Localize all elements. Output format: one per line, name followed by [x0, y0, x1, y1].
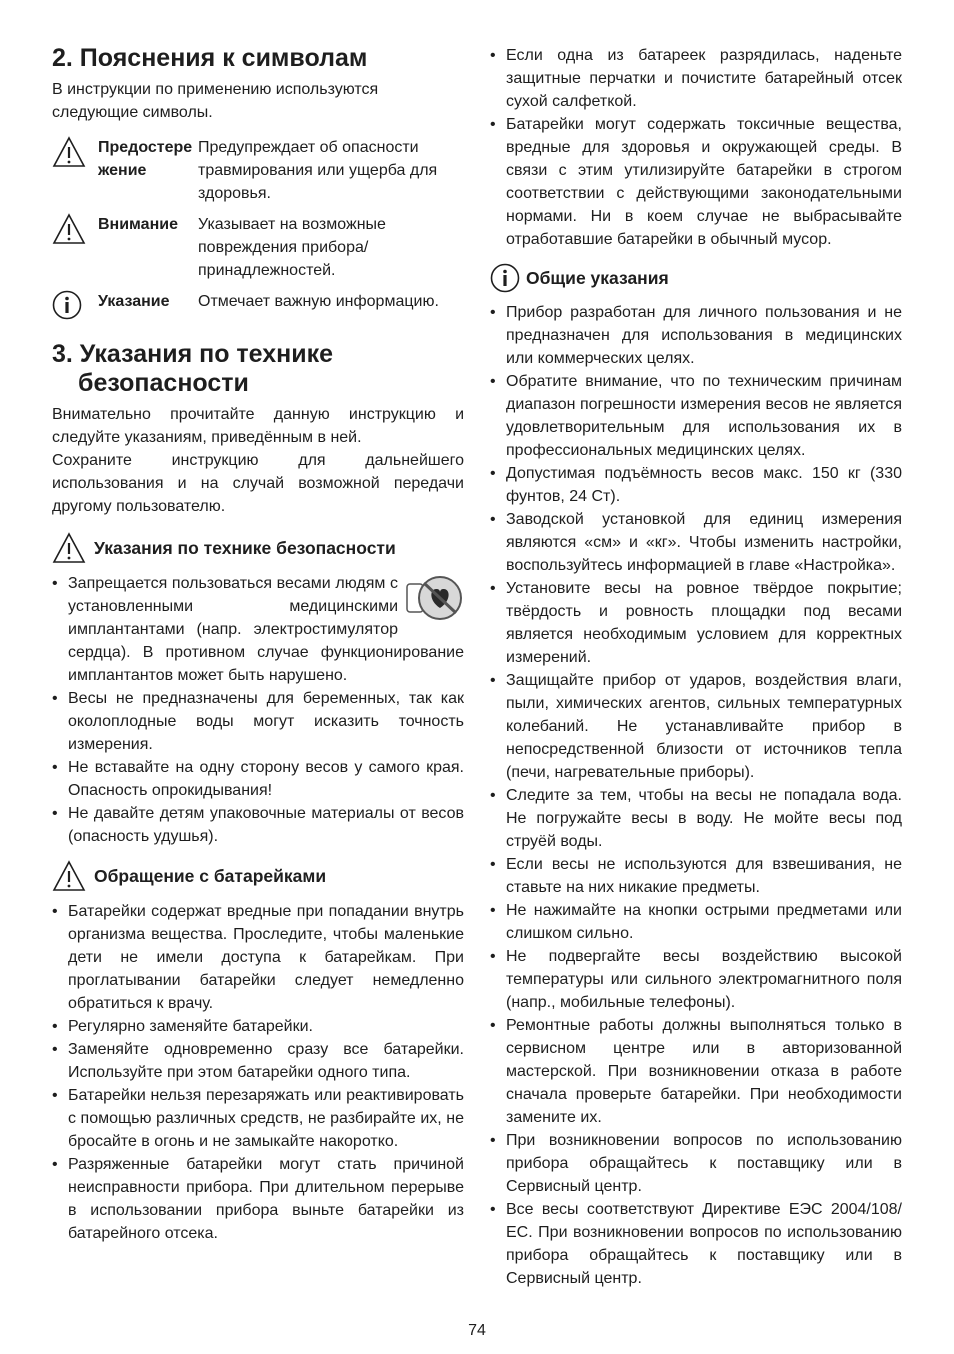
general-heading — [490, 263, 902, 293]
list-item: • Запрещается пользоваться весами людям с установленными медицинскими имплантантами (напр. электростимулятор сердца). В противном случае функционирование имплантантов может быть нарушено. — [52, 572, 464, 687]
no-pacemaker-icon — [406, 574, 464, 629]
symbol-name: Указание — [98, 293, 170, 310]
info-icon — [52, 290, 98, 320]
safety-heading — [52, 532, 464, 564]
section-3-title-line2: безопасности — [78, 369, 249, 397]
list-item: • Если одна из батареек разрядилась, наденьте защитные перчатки и почистите батарейный отсек сухой салфеткой. — [490, 44, 902, 113]
section-3-title-line1: 3. Указания по технике — [52, 340, 334, 368]
warning-triangle-icon — [52, 136, 98, 168]
list-item: • Батарейки могут содержать токсичные вещества, вредные для здоровья и окружающей среды. В связи с этим утилизируйте батарейки в строгом соответствии с действующими законодательными нормами. Ни в коем случае не выбрасывайте отработавшие батарейки в обычный мусор. — [490, 113, 902, 251]
list-item: • Весы не предназначены для беременных, так как околоплодные воды могут исказить точность измерения. — [52, 687, 464, 756]
warning-triangle-icon — [52, 532, 86, 564]
symbol-name: Внимание — [98, 216, 178, 233]
symbol-description: Отмечает важную информацию. — [198, 293, 439, 310]
symbol-row-warning — [52, 136, 464, 205]
list-item: • Ремонтные работы должны выполняться только в сервисном центре или в авторизованной мастерской. При возникновении отказа в работе сначала проверьте батарейки. При необходимости замените их. — [490, 1014, 902, 1129]
battery-list — [52, 900, 464, 1245]
list-item: • Не давайте детям упаковочные материалы от весов (опасность удушья). — [52, 802, 464, 848]
symbol-row-caution — [52, 213, 464, 282]
list-item: • При возникновении вопросов по использованию прибора обращайтесь к поставщику или в Сервисный центр. — [490, 1129, 902, 1198]
list-item: • Заменяйте одновременно сразу все батарейки. Используйте при этом батарейки одного типа. — [52, 1038, 464, 1084]
list-item: • Батарейки содержат вредные при попадании внутрь организма вещества. Проследите, чтобы маленькие дети не имели доступа к батарейкам. При проглатывании батарейки следует немедленно обратиться к врачу. — [52, 900, 464, 1015]
section-3-title — [52, 340, 464, 398]
battery-list-continued — [490, 44, 902, 251]
symbol-description: Предупреждает об опасности травмирования или ущерба для здоровья. — [198, 139, 438, 202]
list-item: • Обратите внимание, что по техническим причинам диапазон погрешности измерения весов не является удовлетворительным для использования их в профессиональных медицинских целях. — [490, 370, 902, 462]
symbol-description: Указывает на возможные повреждения прибора/принадлежностей. — [198, 216, 386, 279]
list-item: • Защищайте прибор от ударов, воздействия влаги, пыли, химических агентов, сильных температурных колебаний. Не устанавливайте прибор в непосредственной близости от источников тепла (печи, нагревательные приборы). — [490, 669, 902, 784]
battery-heading — [52, 860, 464, 892]
list-item: • Следите за тем, чтобы на весы не попадала вода. Не погружайте весы в воду. Не мойте весы под струёй воды. — [490, 784, 902, 853]
list-item: • Не нажимайте на кнопки острыми предметами или слишком сильно. — [490, 899, 902, 945]
list-item: • Регулярно заменяйте батарейки. — [52, 1015, 464, 1038]
list-item: • Батарейки нельзя перезаряжать или реактивировать с помощью различных средств, не разбирайте их, не бросайте в огонь и не замыкайте накоротко. — [52, 1084, 464, 1153]
left-column — [52, 44, 464, 1245]
section-3-intro-2: Сохраните инструкцию для дальнейшего использования и на случай возможной передачи другому пользователю. — [52, 452, 464, 515]
list-item: • Разряженные батарейки могут стать причиной неисправности прибора. При длительном перерыве в использовании прибора выньте батарейки из батарейного отсека. — [52, 1153, 464, 1245]
battery-heading-text: Обращение с батарейками — [94, 866, 327, 886]
general-list — [490, 301, 902, 1290]
list-item: • Не подвергайте весы воздействию высокой температуры или сильного электромагнитного поля (напр., мобильные телефоны). — [490, 945, 902, 1014]
warning-triangle-icon — [52, 213, 98, 245]
safety-list — [52, 572, 464, 848]
safety-heading-text: Указания по технике безопасности — [94, 538, 396, 558]
list-item: • Прибор разработан для личного пользования и не предназначен для использования в медицинских или коммерческих целях. — [490, 301, 902, 370]
right-column — [490, 44, 902, 1290]
list-item: • Установите весы на ровное твёрдое покрытие; твёрдость и ровность площадки под весами является необходимым условием для корректных измерений. — [490, 577, 902, 669]
list-item: • Если весы не используются для взвешивания, не ставьте на них никакие предметы. — [490, 853, 902, 899]
section-3-intro-1: Внимательно прочитайте данную инструкцию и следуйте указаниям, приведённым в ней. — [52, 406, 464, 446]
warning-triangle-icon — [52, 860, 86, 892]
section-2-title: 2. Пояснения к символам — [52, 44, 368, 72]
list-item: • Все весы соответствуют Директиве ЕЭС 2004/108/ЕС. При возникновении вопросов по использованию прибора обращайтесь к поставщику или в Сервисный центр. — [490, 1198, 902, 1290]
info-icon — [490, 263, 520, 293]
page-number: 74 — [468, 1322, 486, 1339]
general-heading-text: Общие указания — [526, 268, 669, 288]
symbol-name: Предостережение — [98, 139, 193, 179]
list-item: • Заводской установкой для единиц измерения являются «см» и «кг». Чтобы изменить настройки, воспользуйтесь информацией в главе «Настройка». — [490, 508, 902, 577]
list-item: • Не вставайте на одну сторону весов у самого края. Опасность опрокидывания! — [52, 756, 464, 802]
list-item: • Допустимая подъёмность весов макс. 150 кг (330 фунтов, 24 Ст). — [490, 462, 902, 508]
symbol-row-note — [52, 290, 464, 320]
symbols-list — [52, 136, 464, 320]
section-2-intro: В инструкции по применению используются следующие символы. — [52, 81, 379, 121]
